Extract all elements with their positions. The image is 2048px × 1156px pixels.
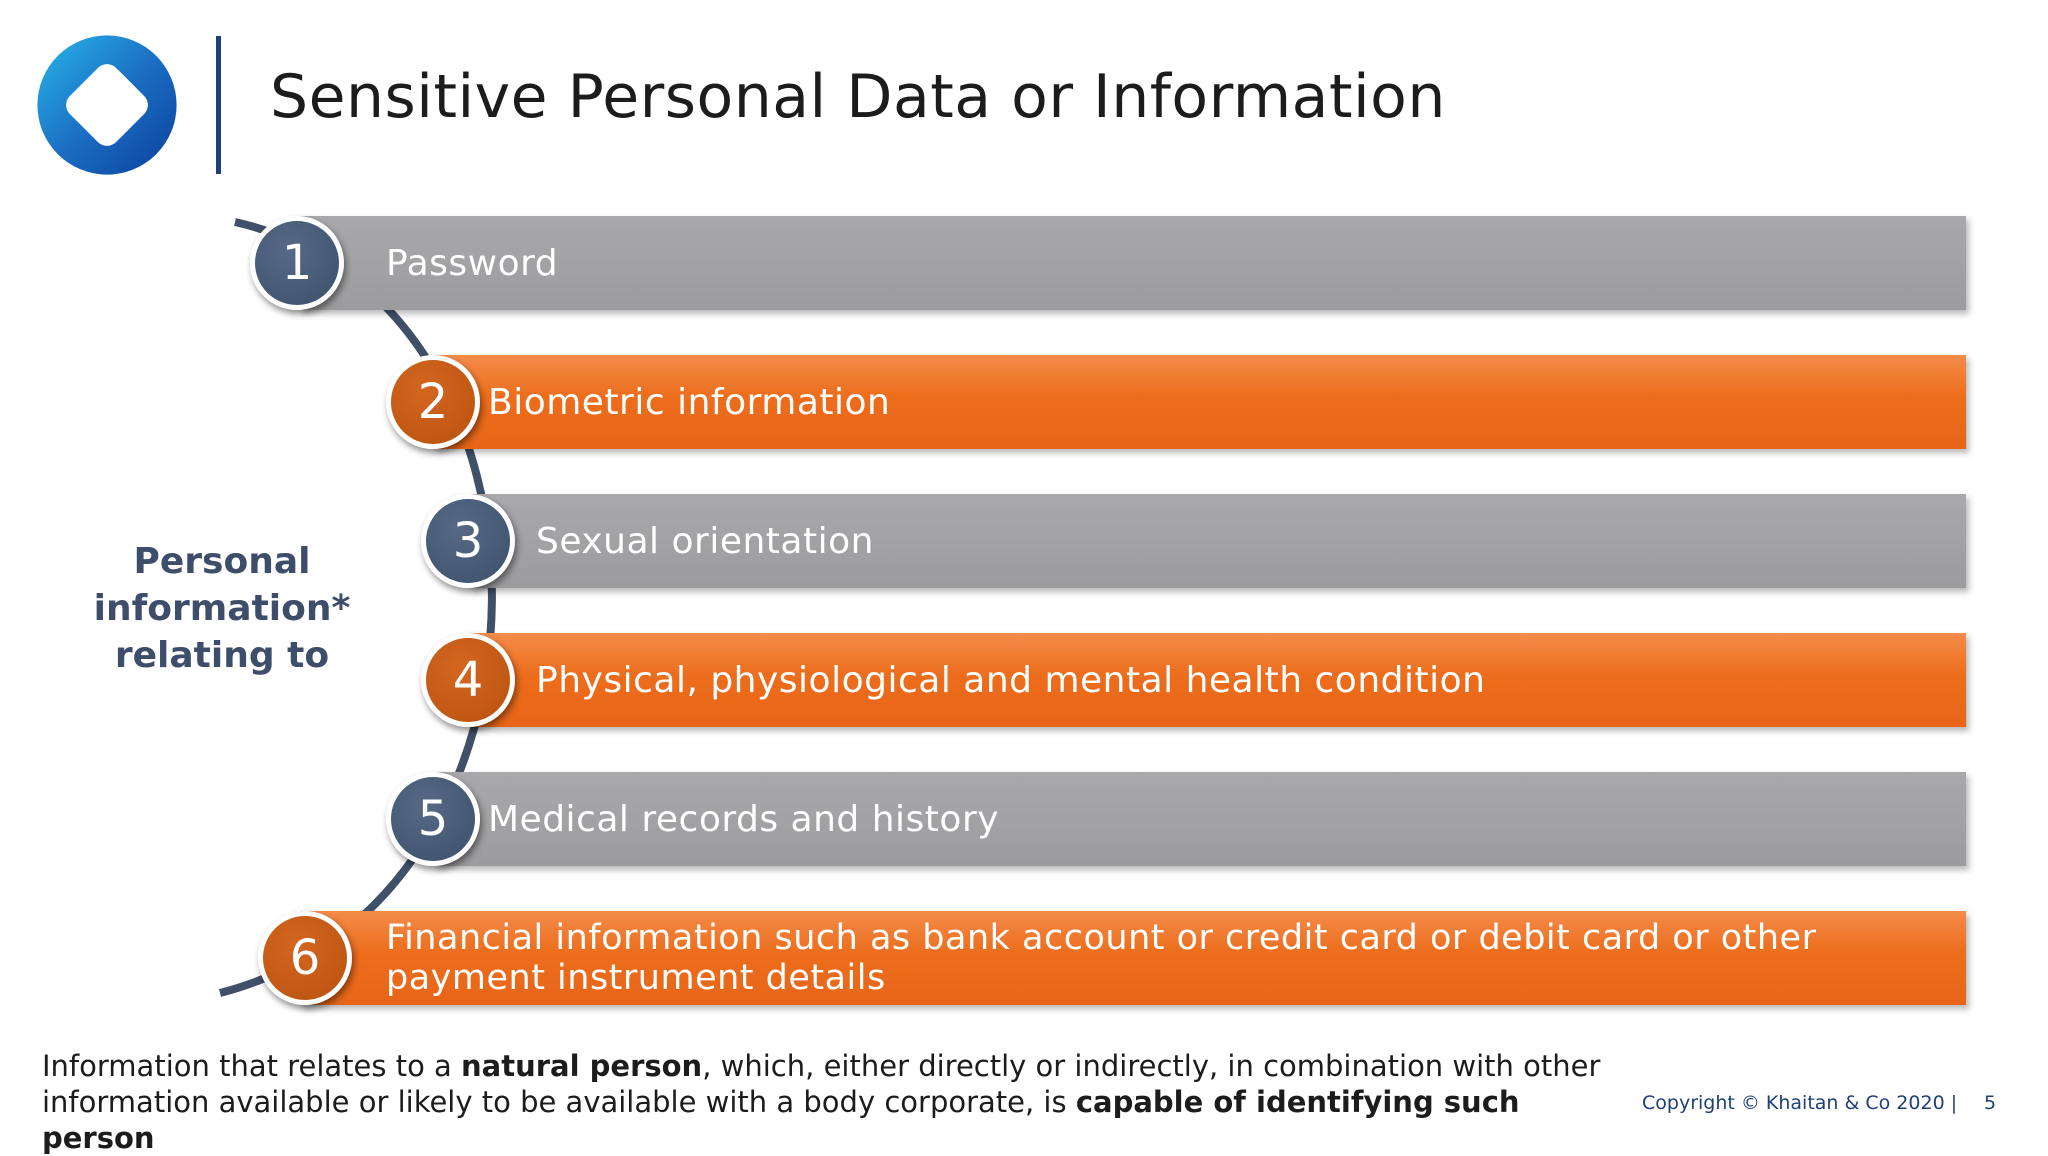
item-bar-3 (470, 494, 1966, 588)
item-label-1: Password (386, 242, 559, 284)
company-logo-icon (36, 34, 178, 176)
item-bar-5 (434, 772, 1966, 866)
definition-footnote (42, 1048, 1632, 1156)
item-label-2: Biometric information (488, 381, 891, 423)
item-number-2: 2 (386, 355, 480, 449)
item-bar-2 (434, 355, 1966, 449)
item-bar-4 (470, 633, 1966, 727)
item-number-4: 4 (421, 633, 515, 727)
item-bar-1 (300, 216, 1966, 310)
page-number: 5 (1984, 1092, 1997, 1114)
item-number-6: 6 (258, 911, 352, 1005)
item-label-3: Sexual orientation (536, 520, 874, 562)
footnote-bold-identifying: capable of identifying such person (42, 1085, 1520, 1155)
page-title: Sensitive Personal Data or Information (270, 62, 1446, 132)
footnote-text-2: , which, either directly or indirectly, in combination with other information available or likely to be available with a body corporate, is (42, 1049, 1601, 1119)
item-label-5: Medical records and history (488, 798, 1000, 840)
item-number-1: 1 (250, 216, 344, 310)
item-label-6: Financial information such as bank account or credit card or debit card or other payment instrument details (386, 918, 1817, 998)
item-number-3: 3 (421, 494, 515, 588)
copyright-text: Copyright © Khaitan & Co 2020 | (1642, 1092, 1958, 1114)
footnote-bold-natural-person: natural person (461, 1049, 703, 1083)
side-label: Personal information* relating to (93, 541, 351, 676)
item-label-4: Physical, physiological and mental health condition (536, 659, 1486, 701)
footnote-text-1: Information that relates to a (42, 1049, 462, 1083)
title-divider (216, 36, 221, 174)
item-number-5: 5 (386, 772, 480, 866)
item-bar-6 (300, 911, 1966, 1005)
